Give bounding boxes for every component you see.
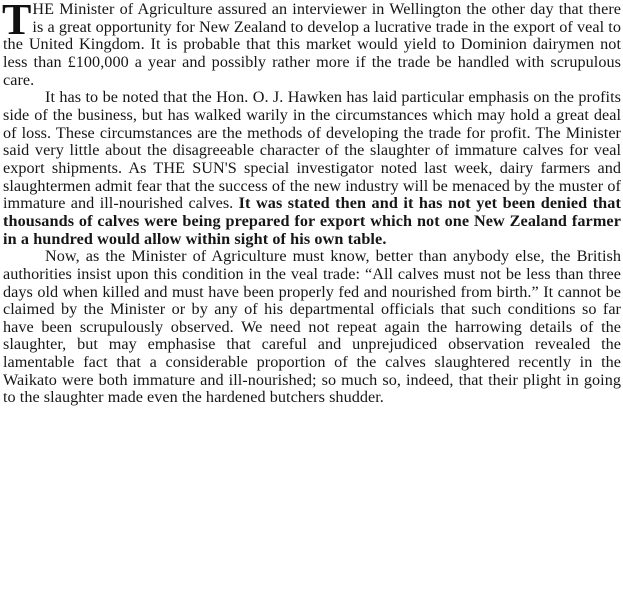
- paragraph-2: [3, 89, 621, 248]
- paragraph-2-bold-text: It was stated then and it has not yet been denied that thousands of calves were being prepared for export which not one New Zealand farmer in a hundred would allow within sight of his own table.: [3, 194, 621, 248]
- drop-cap: T: [2, 0, 32, 44]
- paragraph-3-text: Now, as the Minister of Agriculture must know, better than anybody else, the British authorities insist upon this condition in the veal trade: “All calves must not be less than three days old when killed and must have been properly fed and nourished from birth.” It cannot be claimed by the Minister or by any of his departmental officials that such conditions so far have been scrupulously observed. We need not repeat again the harrowing details of the slaughter, but may emphasise that careful and unprejudiced observation revealed the lamentable fact that a considerable proportion of the calves slaughtered recently in the Waikato were both immature and ill-nourished; so much so, indeed, that their plight in going to the slaughter made even the hardened butchers shudder.: [3, 247, 621, 407]
- article-body: [3, 1, 621, 407]
- paragraph-1-text: HE Minister of Agriculture assured an interviewer in Wellington the other day that there is a great opportunity for New Zealand to develop a lucrative trade in the export of veal to the United Kingdom. It is probable that this market would yield to Dominion dairymen not less than £100,000 a year and possibly rather more if the trade be handled with scrupulous care.: [3, 0, 621, 89]
- paragraph-2-text: It has to be noted that the Hon. O. J. Hawken has laid particular emphasis on the profits side of the business, but has walked warily in the circumstances which may hold a great deal of loss. These circumstances are the methods of developing the trade for profit. The Minister said very little about the disagreeable character of the slaughter of immature calves for veal export shipments. As THE SUN'S special investigator noted last week, dairy farmers and slaughtermen admit fear that the success of the new industry will be menaced by the muster of immature and ill-nourished calves.: [3, 88, 621, 213]
- paragraph-1: [3, 1, 621, 89]
- paragraph-3: [3, 248, 621, 407]
